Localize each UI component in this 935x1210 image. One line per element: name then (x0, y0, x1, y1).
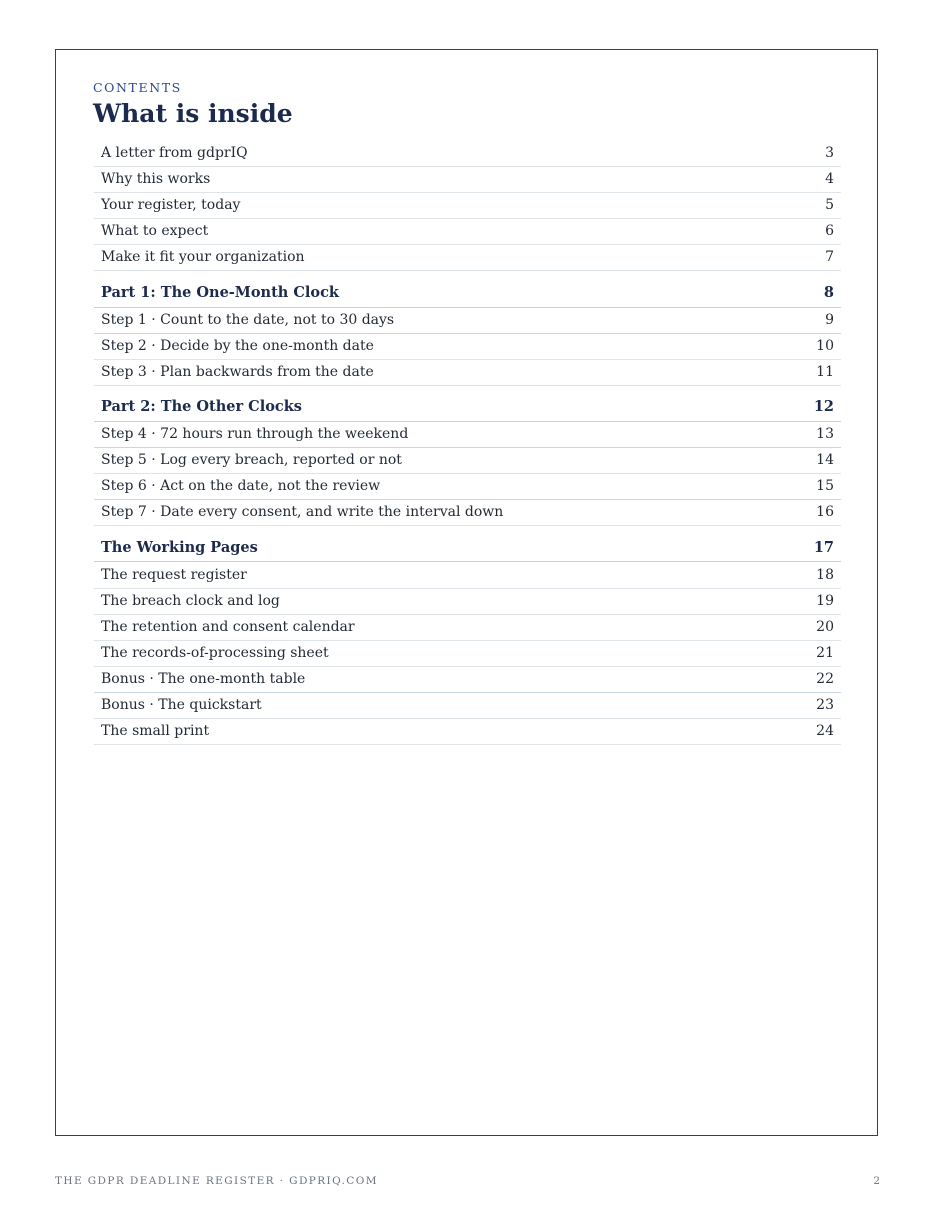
toc-entry-label: The retention and consent calendar (101, 618, 355, 635)
toc-entry[interactable] (94, 360, 841, 386)
toc-entry[interactable] (94, 167, 841, 193)
toc-entry-label: Bonus · The one-month table (101, 670, 306, 687)
toc-part-heading[interactable] (94, 536, 841, 562)
toc-entry-label: Step 6 · Act on the date, not the review (101, 478, 381, 495)
toc-entry-label: A letter from gdprIQ (101, 145, 248, 162)
toc-entry-page-number: 24 (816, 723, 834, 740)
toc-entry-label: Step 1 · Count to the date, not to 30 days (101, 311, 395, 328)
toc-entry[interactable] (94, 245, 841, 271)
toc-entry-page-number: 19 (816, 592, 834, 609)
toc-entry-label: Step 5 · Log every breach, reported or not (101, 452, 402, 469)
toc-entry[interactable] (94, 308, 841, 334)
toc-entry-page-number: 10 (816, 337, 834, 354)
toc-entry-label: Step 7 · Date every consent, and write the interval down (101, 504, 504, 521)
toc-entry-label: The Working Pages (101, 538, 258, 556)
toc-entry-label: Step 2 · Decide by the one-month date (101, 337, 374, 354)
toc-entry-label: What to expect (101, 223, 209, 240)
toc-entry[interactable] (94, 219, 841, 245)
toc-entry-page-number: 16 (816, 504, 834, 521)
toc-entry-page-number: 13 (816, 426, 834, 443)
toc-entry-label: The records-of-processing sheet (101, 644, 329, 661)
toc-entry[interactable] (94, 667, 841, 693)
toc-entry-page-number: 22 (816, 670, 834, 687)
toc-entry-label: Bonus · The quickstart (101, 696, 262, 713)
toc-entry-label: The small print (101, 723, 210, 740)
toc-entry-page-number: 15 (816, 478, 834, 495)
toc-part-heading[interactable] (94, 396, 841, 422)
toc-entry-page-number: 9 (825, 311, 834, 328)
toc-entry-label: The breach clock and log (101, 592, 280, 609)
toc-entry-label: Your register, today (101, 197, 241, 214)
section-eyebrow: CONTENTS (93, 80, 182, 95)
toc-entry[interactable] (94, 500, 841, 526)
table-of-contents (94, 141, 841, 745)
toc-entry[interactable] (94, 589, 841, 615)
toc-entry-label: The request register (101, 566, 247, 583)
toc-entry[interactable] (94, 474, 841, 500)
footer-running-title: THE GDPR DEADLINE REGISTER · GDPRIQ.COM (55, 1175, 378, 1187)
toc-entry[interactable] (94, 193, 841, 219)
toc-part-heading[interactable] (94, 281, 841, 307)
toc-entry-page-number: 11 (816, 363, 834, 380)
toc-entry-page-number: 8 (823, 284, 834, 302)
toc-entry[interactable] (94, 448, 841, 474)
toc-entry-page-number: 4 (825, 171, 834, 188)
toc-entry[interactable] (94, 719, 841, 745)
toc-entry-label: Part 2: The Other Clocks (101, 398, 302, 416)
toc-entry-page-number: 5 (825, 197, 834, 214)
toc-entry-page-number: 21 (816, 644, 834, 661)
toc-entry-page-number: 17 (813, 538, 834, 556)
toc-entry-page-number: 12 (813, 398, 834, 416)
page-title: What is inside (93, 99, 293, 128)
footer-page-number: 2 (873, 1175, 880, 1187)
toc-entry-label: Make it fit your organization (101, 249, 305, 266)
toc-entry-label: Step 3 · Plan backwards from the date (101, 363, 374, 380)
toc-entry-page-number: 14 (816, 452, 834, 469)
toc-entry-label: Part 1: The One-Month Clock (101, 284, 339, 302)
toc-entry-label: Step 4 · 72 hours run through the weekend (101, 426, 409, 443)
toc-entry[interactable] (94, 422, 841, 448)
toc-entry[interactable] (94, 141, 841, 167)
toc-entry-page-number: 23 (816, 696, 834, 713)
toc-entry-page-number: 3 (825, 145, 834, 162)
toc-entry[interactable] (94, 562, 841, 588)
toc-entry[interactable] (94, 693, 841, 719)
toc-entry-page-number: 7 (825, 249, 834, 266)
toc-entry[interactable] (94, 641, 841, 667)
toc-entry[interactable] (94, 615, 841, 641)
toc-entry-page-number: 6 (825, 223, 834, 240)
toc-entry-page-number: 18 (816, 566, 834, 583)
toc-entry-page-number: 20 (816, 618, 834, 635)
toc-entry[interactable] (94, 334, 841, 360)
toc-entry-label: Why this works (101, 171, 211, 188)
